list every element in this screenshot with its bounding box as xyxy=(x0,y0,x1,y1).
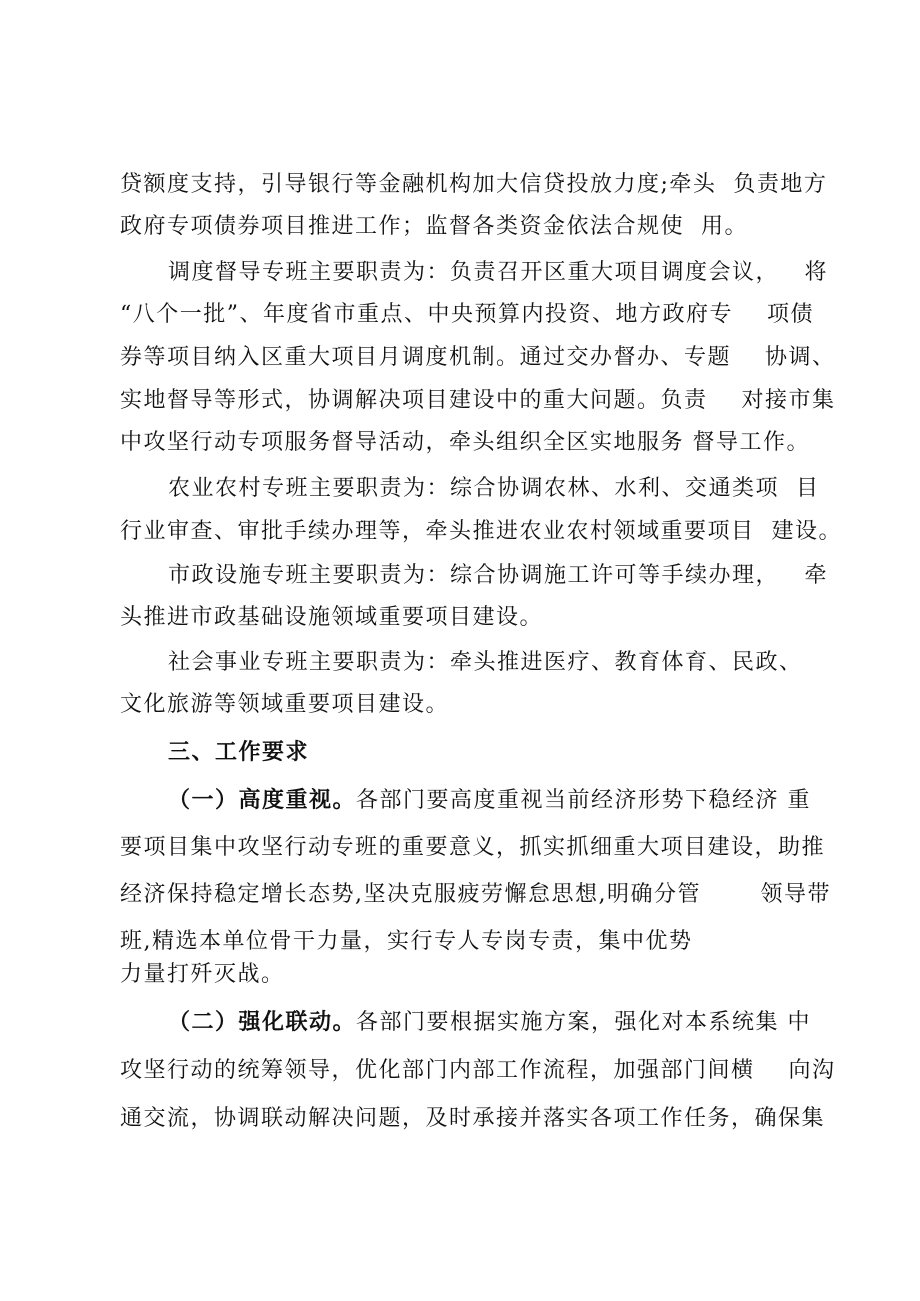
paragraph-line: 力量打歼灭战。 xyxy=(120,962,285,987)
paragraph-line: 中攻坚行动专项服务督导活动，牵头组织全区实地服务 督导工作。 xyxy=(120,430,810,455)
item-one-first-line xyxy=(168,786,811,816)
paragraph-line: 行业审查、审批手续办理等，牵头推进农业农村领域重要项目 建设。 xyxy=(120,519,842,544)
paragraph-line: 班,精选本单位骨干力量，实行专人专岗专责，集中优势 xyxy=(120,929,693,954)
paragraph-line: 市政设施专班主要职责为：综合协调施工许可等手续办理， 牵 xyxy=(168,563,828,588)
paragraph-line: 文化旅游等领域重要项目建设。 xyxy=(120,692,450,717)
paragraph-line: 贷额度支持，引导银行等金融机构加大信贷投放力度;牵头 负责地方 xyxy=(120,172,828,197)
item-one-title: （一）高度重视。 xyxy=(168,788,357,813)
paragraph-line: 农业农村专班主要职责为：综合协调农林、水利、交通类项 目 xyxy=(168,476,820,501)
paragraph-line: 通交流，协调联动解决问题，及时承接并落实各项工作任务，确保集 xyxy=(120,1106,826,1131)
paragraph-line: 要项目集中攻坚行动专班的重要意义，抓实抓细重大项目建设，助推 xyxy=(120,835,826,860)
paragraph-line: 调度督导专班主要职责为：负责召开区重大项目调度会议， 将 xyxy=(168,260,828,285)
item-two-first-line xyxy=(168,1008,811,1038)
section-heading: 三、工作要求 xyxy=(168,740,310,765)
item-two-title: （二）强化联动。 xyxy=(168,1010,357,1035)
paragraph-line: 社会事业专班主要职责为：牵头推进医疗、教育体育、民政、 xyxy=(168,650,803,675)
item-one-text: 各部门要高度重视当前经济形势下稳经济 重 xyxy=(356,788,812,813)
paragraph-line: 政府专项债券项目推进工作；监督各类资金依法合规使 用。 xyxy=(120,214,748,239)
paragraph-line: “八个一批”、年度省市重点、中央预算内投资、地方政府专 项债 xyxy=(120,302,814,327)
item-two-text: 各部门要根据实施方案，强化对本系统集 中 xyxy=(356,1010,812,1035)
paragraph-line: 经济保持稳定增长态势,坚决克服疲劳懈怠思想,明确分管 领导带 xyxy=(120,882,831,907)
paragraph-line: 实地督导等形式，协调解决项目建设中的重大问题。负责 对接市集 xyxy=(120,388,836,413)
paragraph-line: 攻坚行动的统筹领导，优化部门内部工作流程，加强部门间横 向沟 xyxy=(120,1058,836,1083)
paragraph-line: 券等项目纳入区重大项目月调度机制。通过交办督办、专题 协调、 xyxy=(120,345,836,370)
paragraph-line: 头推进市政基础设施领域重要项目建设。 xyxy=(120,605,544,630)
